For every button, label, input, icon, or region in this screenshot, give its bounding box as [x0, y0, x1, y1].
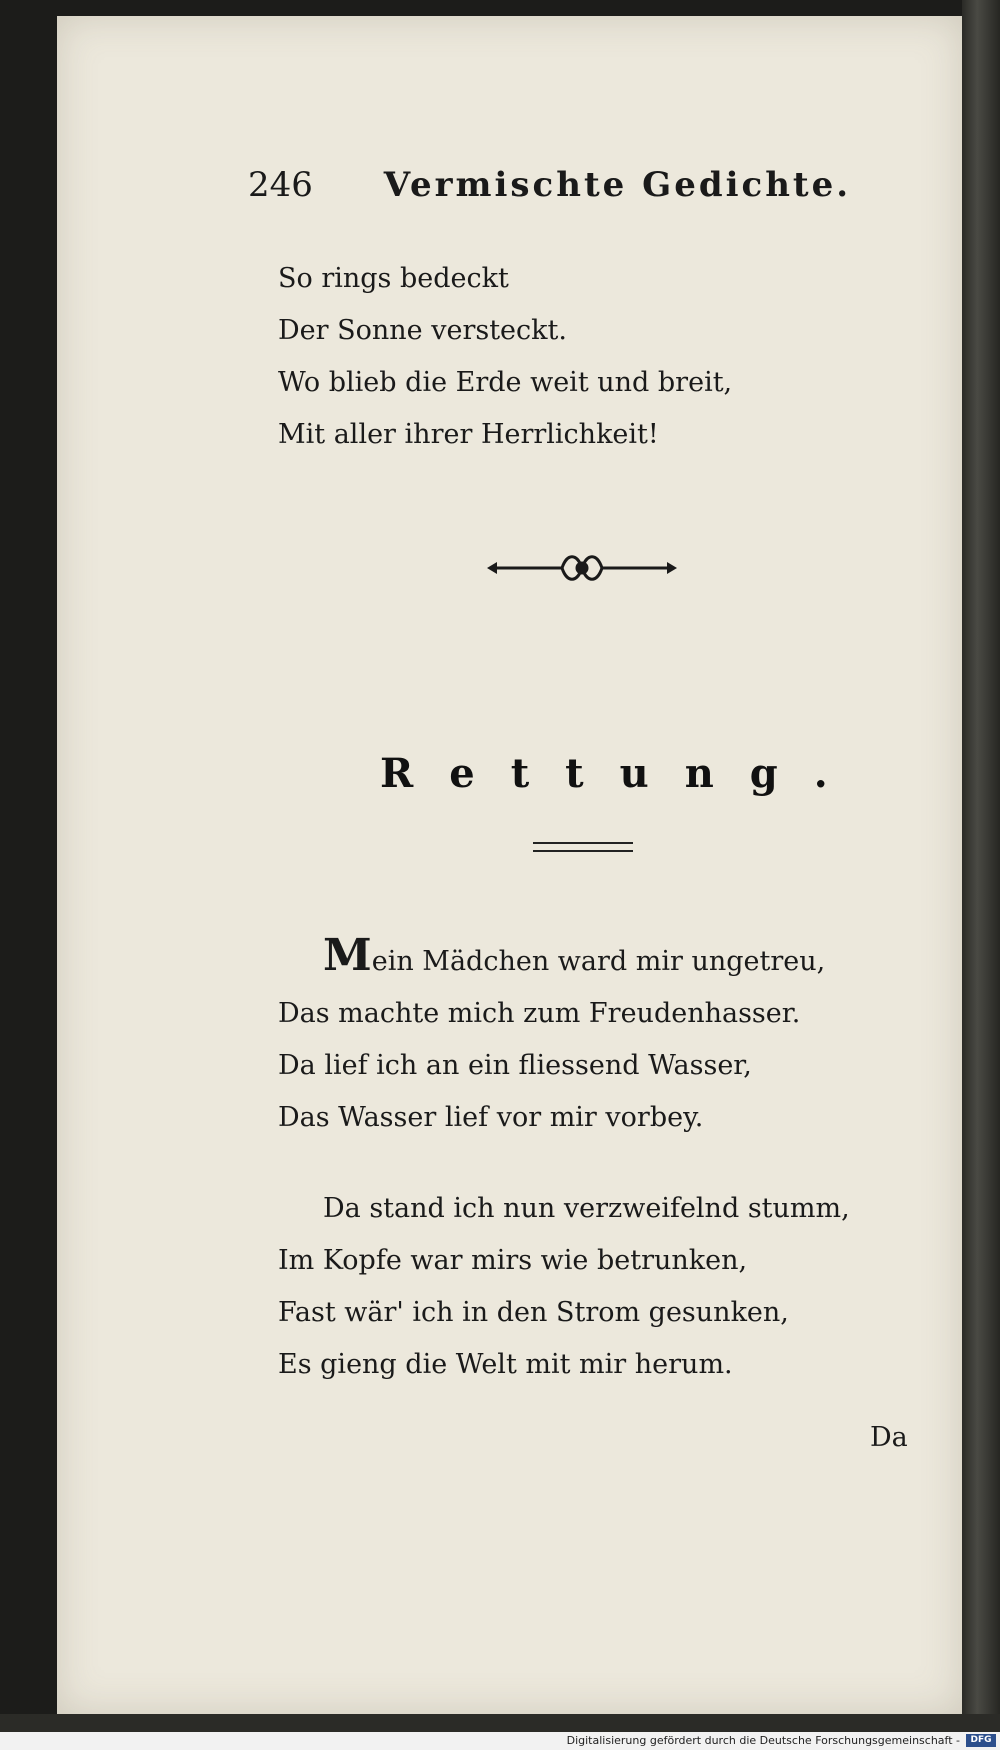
verse-line: Es gieng die Welt mit mir herum.: [278, 1349, 733, 1380]
stanza-1: [278, 930, 825, 1144]
dfg-logo: DFG: [966, 1734, 996, 1747]
stanza-2: [278, 1183, 850, 1391]
catchword: Da: [870, 1422, 908, 1453]
page-number: 246: [248, 165, 313, 205]
verse-line: Da lief ich an ein fliessend Wasser,: [278, 1050, 752, 1081]
page-header: [248, 165, 851, 205]
verse-line: Das Wasser lief vor mir vorbey.: [278, 1102, 704, 1133]
verse-line: Da stand ich nun verzweifelnd stumm,: [323, 1193, 850, 1224]
title-rule: [533, 842, 633, 844]
stanza-top: [278, 253, 732, 461]
verse-line: Das machte mich zum Freudenhasser.: [278, 998, 801, 1029]
verse-line: [278, 930, 825, 988]
verse-line: Wo blieb die Erde weit und breit,: [278, 367, 733, 398]
verse-line-text: ein Mädchen ward mir ungetreu,: [371, 946, 826, 977]
ornament-divider-icon: [487, 548, 677, 588]
verse-line: Mit aller ihrer Herrlichkeit!: [278, 419, 659, 450]
verse-line: Der Sonne versteckt.: [278, 315, 567, 346]
poem-title: Rettung.: [380, 750, 864, 797]
funding-notice: Digitalisierung gefördert durch die Deutsche Forschungsgemeinschaft -: [566, 1734, 960, 1747]
running-title: Vermischte Gedichte.: [383, 165, 852, 205]
title-rule: [533, 850, 633, 852]
footer-bar: [0, 1732, 1000, 1750]
verse-line: Im Kopfe war mirs wie betrunken,: [278, 1245, 748, 1276]
book-edge: [962, 0, 1000, 1720]
drop-cap: M: [323, 930, 372, 981]
verse-line: So rings bedeckt: [278, 263, 509, 294]
page-bottom-edge: [0, 1714, 1000, 1732]
verse-line: Fast wär' ich in den Strom gesunken,: [278, 1297, 789, 1328]
